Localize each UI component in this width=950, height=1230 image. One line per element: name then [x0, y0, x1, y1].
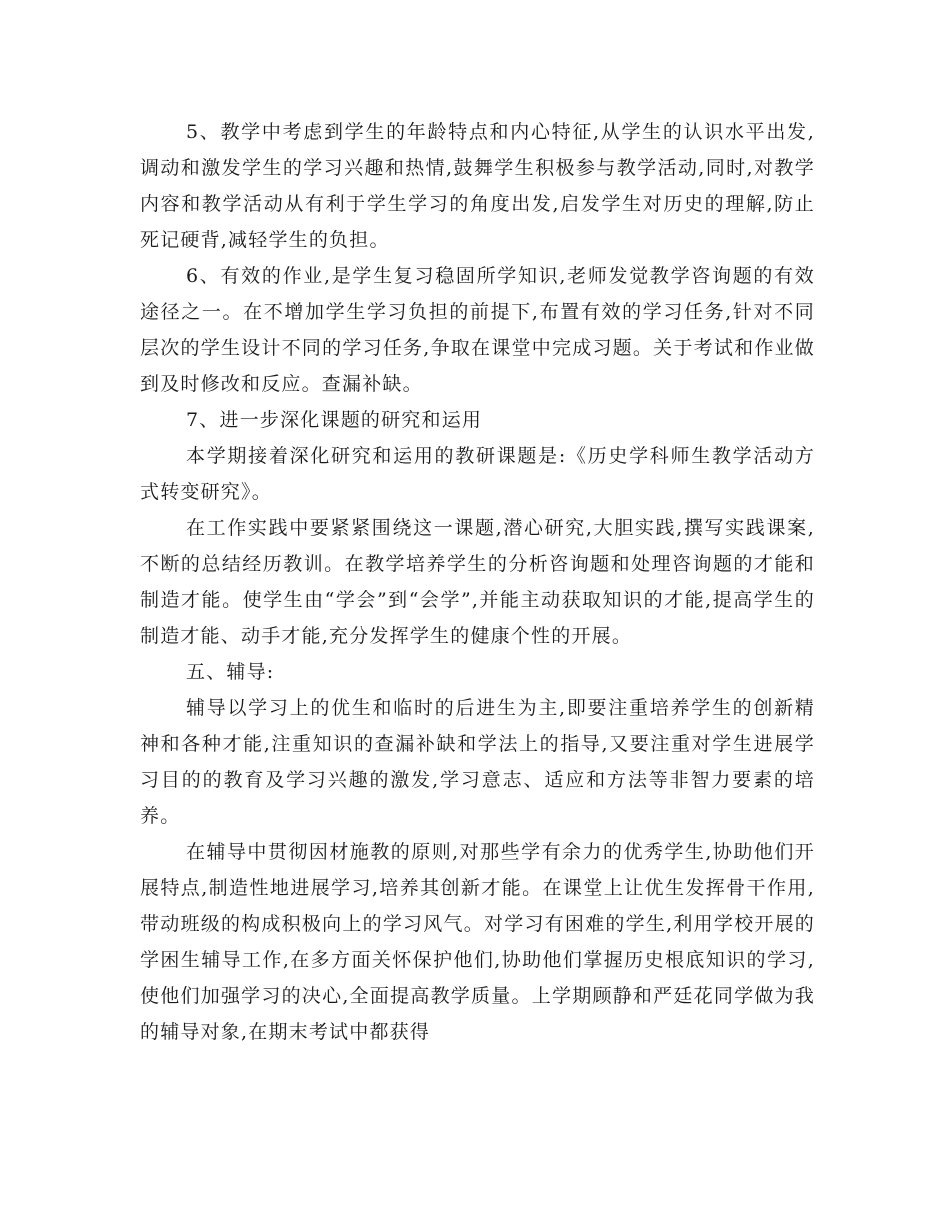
paragraph-item-6: 6、有效的作业,是学生复习稳固所学知识,老师发觉教学咨询题的有效途径之一。在不增加学生学习负担的前提下,布置有效的学习任务,针对不同层次的学生设计不同的学习任务,争取在课堂中完成习题。关于考试和作业做到及时修改和反应。查漏补缺。 — [140, 265, 815, 395]
paragraph-tutoring-method: 在辅导中贯彻因材施教的原则,对那些学有余力的优秀学生,协助他们开展特点,制造性地进展学习,培养其创新才能。在课堂上让优生发挥骨干作用,带动班级的构成积极向上的学习风气。对学习有困难的学生,利用学校开展的学困生辅导工作,在多方面关怀保护他们,协助他们掌握历史根底知识的学习,使他们加强学习的决心,全面提高教学质量。上学期顾静和严廷花同学做为我的辅导对象,在期末考试中都获得 — [140, 841, 815, 1043]
section-heading-tutoring: 五、辅导: — [186, 661, 275, 683]
paragraph-research-topic: 本学期接着深化研究和运用的教研课题是:《历史学科师生教学活动方式转变研究》。 — [140, 445, 815, 503]
paragraph-item-5: 5、教学中考虑到学生的年龄特点和内心特征,从学生的认识水平出发,调动和激发学生的学习兴趣和热情,鼓舞学生积极参与教学活动,同时,对教学内容和教学活动从有利于学生学习的角度出发,启发学生对历史的理解,防止死记硬背,减轻学生的负担。 — [140, 121, 815, 251]
paragraph-item-7: 7、进一步深化课题的研究和运用 — [186, 409, 483, 431]
paragraph-tutoring-focus: 辅导以学习上的优生和临时的后进生为主,即要注重培养学生的创新精神和各种才能,注重知识的查漏补缺和学法上的指导,又要注重对学生进展学习目的的教育及学习兴趣的激发,学习意志、适应和方法等非智力要素的培养。 — [140, 697, 815, 827]
paragraph-practice: 在工作实践中要紧紧围绕这一课题,潜心研究,大胆实践,撰写实践课案,不断的总结经历教训。在教学培养学生的分析咨询题和处理咨询题的才能和制造才能。使学生由“学会”到“会学”,并能主动获取知识的才能,提高学生的制造才能、动手才能,充分发挥学生的健康个性的开展。 — [140, 517, 815, 647]
document-body — [140, 114, 815, 1050]
